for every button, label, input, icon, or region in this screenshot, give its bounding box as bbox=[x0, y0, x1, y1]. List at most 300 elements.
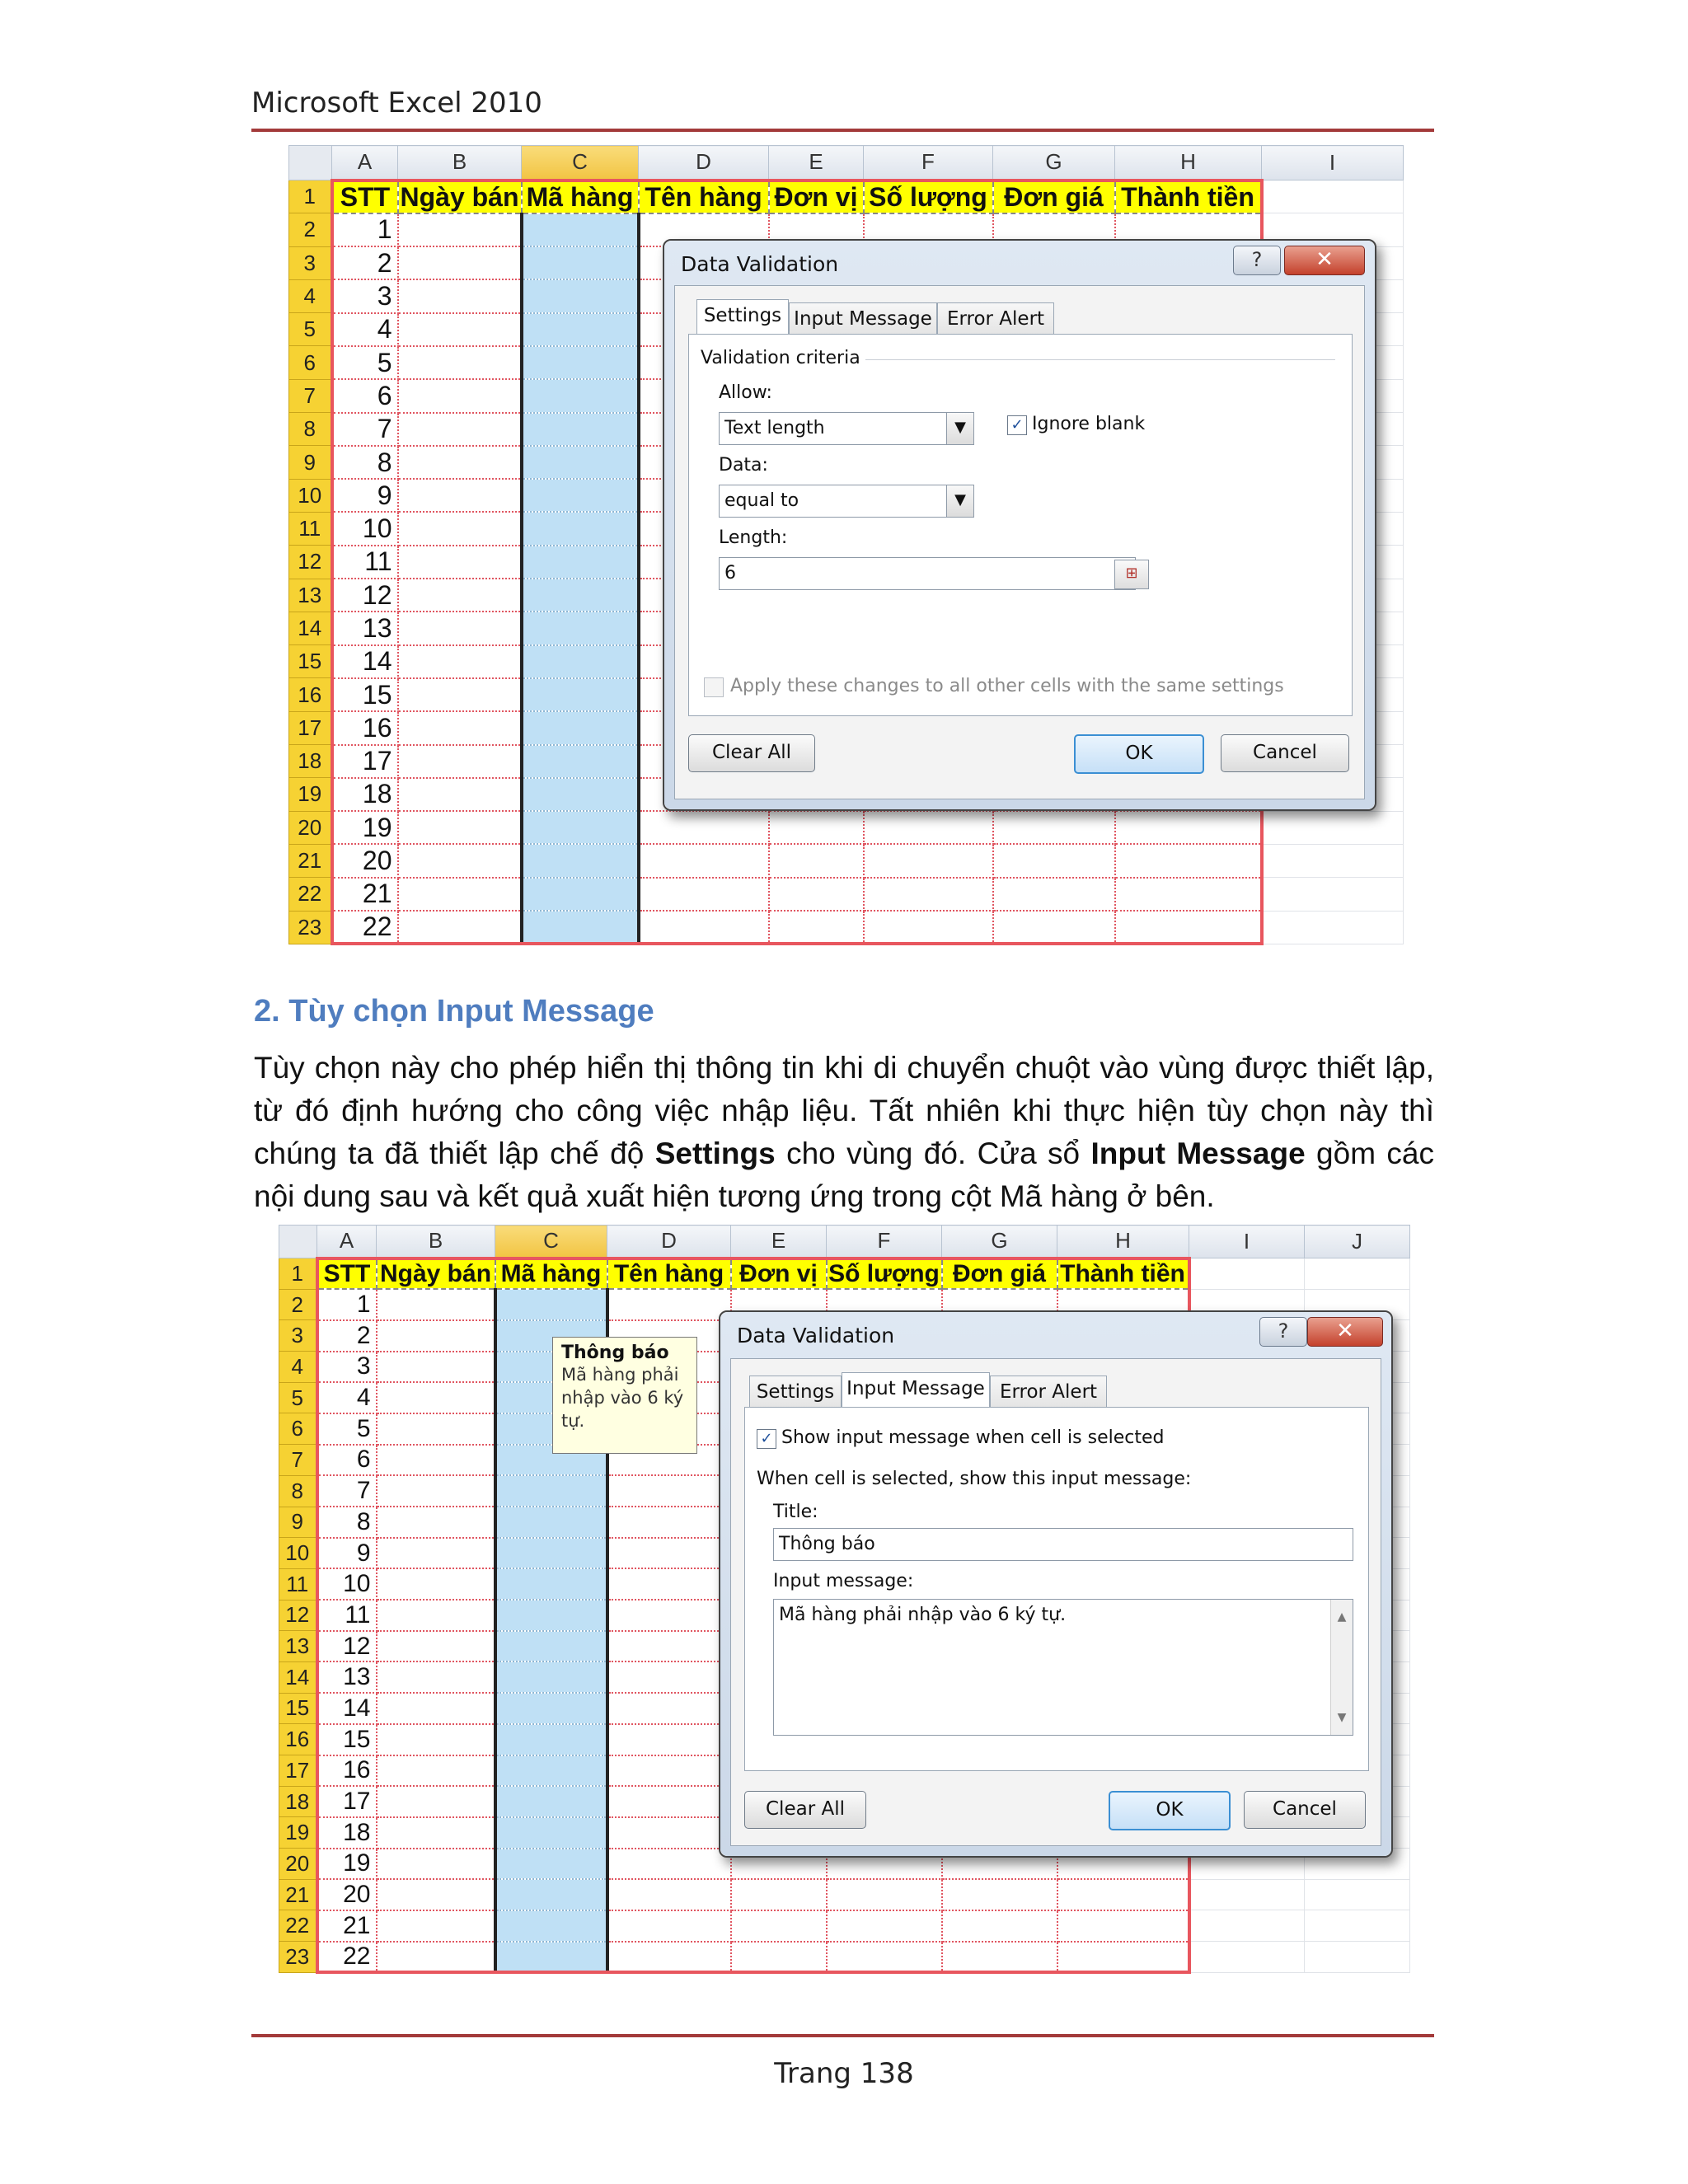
table-cell[interactable]: 13 bbox=[332, 612, 398, 644]
table-cell[interactable]: 8 bbox=[332, 446, 398, 479]
row-header[interactable]: 7 bbox=[289, 379, 332, 412]
table-cell[interactable] bbox=[1115, 878, 1262, 911]
table-cell[interactable] bbox=[377, 1631, 495, 1662]
table-cell[interactable] bbox=[607, 1568, 731, 1600]
table-cell[interactable] bbox=[1262, 878, 1404, 911]
table-cell[interactable] bbox=[377, 1352, 495, 1383]
row-header[interactable]: 18 bbox=[279, 1786, 317, 1817]
table-header-cell[interactable]: Thành tiền bbox=[1115, 180, 1262, 213]
row-header[interactable]: 1 bbox=[289, 180, 332, 213]
table-cell[interactable] bbox=[495, 1693, 607, 1724]
table-header-cell[interactable]: Ngày bán bbox=[377, 1258, 495, 1290]
table-cell[interactable]: 11 bbox=[332, 546, 398, 579]
table-header-cell[interactable]: Đơn giá bbox=[942, 1258, 1057, 1290]
table-cell[interactable] bbox=[607, 1475, 731, 1507]
table-header-cell[interactable]: Ngày bán bbox=[398, 180, 522, 213]
table-cell[interactable] bbox=[607, 1538, 731, 1569]
table-cell[interactable]: 4 bbox=[332, 313, 398, 346]
table-cell[interactable] bbox=[607, 1942, 731, 1973]
table-cell[interactable] bbox=[398, 678, 522, 711]
table-cell[interactable] bbox=[377, 1475, 495, 1507]
tab-input-message[interactable]: Input Message bbox=[842, 1372, 990, 1408]
row-header[interactable]: 23 bbox=[289, 911, 332, 944]
column-header[interactable]: J bbox=[1305, 1226, 1410, 1258]
row-header[interactable]: 2 bbox=[289, 213, 332, 246]
table-cell[interactable] bbox=[377, 1289, 495, 1320]
table-cell[interactable] bbox=[522, 479, 639, 512]
select-all-corner[interactable] bbox=[289, 146, 332, 180]
row-header[interactable]: 14 bbox=[279, 1661, 317, 1693]
table-cell[interactable] bbox=[398, 413, 522, 446]
table-cell[interactable] bbox=[1262, 811, 1404, 844]
table-cell[interactable] bbox=[731, 1910, 827, 1942]
table-cell[interactable] bbox=[398, 711, 522, 744]
table-cell[interactable]: 1 bbox=[317, 1289, 377, 1320]
column-header[interactable]: A bbox=[332, 146, 398, 180]
row-header[interactable]: 13 bbox=[289, 579, 332, 612]
table-cell[interactable] bbox=[377, 1507, 495, 1538]
table-cell[interactable]: 15 bbox=[332, 678, 398, 711]
table-cell[interactable] bbox=[639, 811, 769, 844]
table-cell[interactable] bbox=[607, 1786, 731, 1817]
ok-button[interactable]: OK bbox=[1074, 734, 1204, 774]
table-cell[interactable] bbox=[522, 313, 639, 346]
table-cell[interactable] bbox=[864, 844, 993, 877]
table-cell[interactable] bbox=[1115, 911, 1262, 944]
table-cell[interactable] bbox=[398, 446, 522, 479]
table-cell[interactable]: 18 bbox=[332, 778, 398, 811]
textarea-scrollbar[interactable] bbox=[1330, 1600, 1353, 1735]
table-cell[interactable] bbox=[864, 911, 993, 944]
table-header-cell[interactable]: Đơn vị bbox=[731, 1258, 827, 1290]
table-cell[interactable]: 5 bbox=[332, 346, 398, 379]
table-header-cell[interactable]: Số lượng bbox=[827, 1258, 942, 1290]
range-select-icon[interactable]: ⊞ bbox=[1114, 560, 1149, 589]
table-cell[interactable] bbox=[522, 612, 639, 644]
table-cell[interactable] bbox=[495, 1786, 607, 1817]
row-header[interactable]: 19 bbox=[279, 1817, 317, 1849]
table-cell[interactable]: 4 bbox=[317, 1382, 377, 1413]
column-header[interactable]: D bbox=[639, 146, 769, 180]
table-cell[interactable]: 20 bbox=[332, 844, 398, 877]
table-cell[interactable] bbox=[377, 1600, 495, 1631]
table-cell[interactable] bbox=[377, 1568, 495, 1600]
table-cell[interactable] bbox=[398, 479, 522, 512]
table-cell[interactable]: 1 bbox=[332, 213, 398, 246]
column-header[interactable]: G bbox=[993, 146, 1115, 180]
table-cell[interactable]: 6 bbox=[317, 1445, 377, 1476]
table-cell[interactable] bbox=[398, 844, 522, 877]
table-cell[interactable]: 16 bbox=[317, 1755, 377, 1787]
table-cell[interactable] bbox=[377, 1661, 495, 1693]
table-cell[interactable] bbox=[993, 911, 1115, 944]
table-cell[interactable]: 7 bbox=[332, 413, 398, 446]
table-cell[interactable] bbox=[607, 1879, 731, 1910]
table-cell[interactable]: 13 bbox=[317, 1661, 377, 1693]
table-cell[interactable] bbox=[377, 1942, 495, 1973]
table-cell[interactable] bbox=[1189, 1910, 1305, 1942]
table-cell[interactable]: 3 bbox=[332, 279, 398, 312]
table-cell[interactable] bbox=[1262, 844, 1404, 877]
table-cell[interactable] bbox=[398, 911, 522, 944]
table-cell[interactable] bbox=[495, 1507, 607, 1538]
table-cell[interactable]: 7 bbox=[317, 1475, 377, 1507]
column-header[interactable]: B bbox=[377, 1226, 495, 1258]
table-cell[interactable] bbox=[1057, 1879, 1189, 1910]
table-cell[interactable]: 19 bbox=[332, 811, 398, 844]
table-cell[interactable] bbox=[522, 579, 639, 612]
table-cell[interactable] bbox=[1115, 844, 1262, 877]
row-header[interactable]: 22 bbox=[289, 878, 332, 911]
table-cell[interactable] bbox=[495, 1724, 607, 1755]
table-cell[interactable] bbox=[495, 1879, 607, 1910]
table-cell[interactable] bbox=[864, 811, 993, 844]
table-cell[interactable] bbox=[993, 844, 1115, 877]
table-cell[interactable] bbox=[864, 878, 993, 911]
table-cell[interactable] bbox=[607, 1693, 731, 1724]
table-cell[interactable] bbox=[639, 878, 769, 911]
column-header[interactable]: D bbox=[607, 1226, 731, 1258]
table-cell[interactable]: 8 bbox=[317, 1507, 377, 1538]
column-header[interactable]: H bbox=[1115, 146, 1262, 180]
table-cell[interactable] bbox=[522, 844, 639, 877]
table-cell[interactable] bbox=[769, 811, 864, 844]
table-cell[interactable] bbox=[1115, 811, 1262, 844]
table-cell[interactable] bbox=[607, 1631, 731, 1662]
table-cell[interactable] bbox=[495, 1661, 607, 1693]
table-cell[interactable]: 12 bbox=[317, 1631, 377, 1662]
clear-all-button[interactable]: Clear All bbox=[744, 1791, 866, 1829]
table-cell[interactable] bbox=[495, 1568, 607, 1600]
table-cell[interactable] bbox=[731, 1879, 827, 1910]
row-header[interactable]: 2 bbox=[279, 1289, 317, 1320]
table-cell[interactable] bbox=[607, 1755, 731, 1787]
table-cell[interactable] bbox=[377, 1382, 495, 1413]
table-cell[interactable] bbox=[495, 1910, 607, 1942]
table-cell[interactable] bbox=[522, 546, 639, 579]
table-cell[interactable] bbox=[377, 1724, 495, 1755]
apply-all-checkbox[interactable] bbox=[704, 677, 724, 697]
table-cell[interactable] bbox=[769, 911, 864, 944]
chevron-down-icon[interactable]: ▼ bbox=[946, 413, 973, 444]
select-all-corner[interactable] bbox=[279, 1226, 317, 1258]
row-header[interactable]: 7 bbox=[279, 1445, 317, 1476]
table-cell[interactable] bbox=[398, 379, 522, 412]
row-header[interactable]: 4 bbox=[279, 1352, 317, 1383]
column-header[interactable]: I bbox=[1189, 1226, 1305, 1258]
table-cell[interactable] bbox=[1305, 1879, 1410, 1910]
table-cell[interactable] bbox=[731, 1942, 827, 1973]
row-header[interactable]: 11 bbox=[279, 1568, 317, 1600]
row-header[interactable]: 6 bbox=[289, 346, 332, 379]
table-cell[interactable] bbox=[522, 878, 639, 911]
table-cell[interactable] bbox=[522, 745, 639, 778]
table-cell[interactable] bbox=[398, 811, 522, 844]
row-header[interactable]: 3 bbox=[279, 1320, 317, 1352]
table-cell[interactable]: 18 bbox=[317, 1817, 377, 1849]
table-cell[interactable] bbox=[398, 246, 522, 279]
row-header[interactable]: 10 bbox=[289, 479, 332, 512]
title-input[interactable] bbox=[773, 1528, 1353, 1561]
column-header[interactable]: F bbox=[864, 146, 993, 180]
table-cell[interactable] bbox=[993, 811, 1115, 844]
table-cell[interactable] bbox=[942, 1910, 1057, 1942]
column-header[interactable]: A bbox=[317, 1226, 377, 1258]
table-cell[interactable]: 19 bbox=[317, 1849, 377, 1880]
table-cell[interactable] bbox=[495, 1755, 607, 1787]
table-cell[interactable] bbox=[522, 279, 639, 312]
table-cell[interactable] bbox=[607, 1600, 731, 1631]
table-cell[interactable] bbox=[377, 1320, 495, 1352]
table-header-cell[interactable]: Số lượng bbox=[864, 180, 993, 213]
row-header[interactable]: 13 bbox=[279, 1631, 317, 1662]
table-cell[interactable]: 15 bbox=[317, 1724, 377, 1755]
table-cell[interactable] bbox=[377, 1849, 495, 1880]
close-button[interactable]: ✕ bbox=[1284, 246, 1365, 275]
table-cell[interactable] bbox=[495, 1849, 607, 1880]
row-header[interactable]: 15 bbox=[289, 645, 332, 678]
table-cell[interactable] bbox=[607, 1661, 731, 1693]
row-header[interactable]: 12 bbox=[279, 1600, 317, 1631]
table-cell[interactable] bbox=[495, 1942, 607, 1973]
table-cell[interactable]: 10 bbox=[332, 512, 398, 545]
table-cell[interactable] bbox=[942, 1942, 1057, 1973]
table-cell[interactable] bbox=[1262, 180, 1404, 213]
ok-button[interactable]: OK bbox=[1109, 1791, 1231, 1830]
ignore-blank-checkbox[interactable]: ✓ bbox=[1007, 415, 1027, 435]
table-cell[interactable] bbox=[522, 911, 639, 944]
row-header[interactable]: 3 bbox=[289, 246, 332, 279]
scroll-down-icon[interactable]: ▼ bbox=[1337, 1711, 1347, 1724]
table-cell[interactable]: 22 bbox=[332, 911, 398, 944]
table-cell[interactable] bbox=[827, 1942, 942, 1973]
table-cell[interactable] bbox=[495, 1600, 607, 1631]
row-header[interactable]: 14 bbox=[289, 612, 332, 644]
table-cell[interactable] bbox=[522, 678, 639, 711]
table-cell[interactable] bbox=[522, 811, 639, 844]
table-cell[interactable] bbox=[1262, 911, 1404, 944]
allow-select[interactable] bbox=[719, 412, 974, 445]
row-header[interactable]: 17 bbox=[279, 1755, 317, 1787]
tab-error-alert[interactable]: Error Alert bbox=[937, 302, 1054, 335]
tab-input-message[interactable]: Input Message bbox=[789, 302, 937, 335]
table-cell[interactable] bbox=[398, 612, 522, 644]
row-header[interactable]: 15 bbox=[279, 1693, 317, 1724]
table-header-cell[interactable]: Mã hàng bbox=[495, 1258, 607, 1290]
table-cell[interactable] bbox=[398, 512, 522, 545]
table-cell[interactable] bbox=[993, 878, 1115, 911]
table-cell[interactable] bbox=[377, 1879, 495, 1910]
length-input[interactable] bbox=[719, 557, 1136, 590]
table-cell[interactable] bbox=[769, 844, 864, 877]
table-cell[interactable] bbox=[495, 1289, 607, 1320]
data-select[interactable] bbox=[719, 485, 974, 518]
table-cell[interactable] bbox=[827, 1910, 942, 1942]
tab-error-alert[interactable]: Error Alert bbox=[990, 1376, 1107, 1408]
table-cell[interactable]: 21 bbox=[332, 878, 398, 911]
column-header[interactable]: G bbox=[942, 1226, 1057, 1258]
table-cell[interactable] bbox=[1189, 1942, 1305, 1973]
row-header[interactable]: 21 bbox=[289, 844, 332, 877]
table-cell[interactable] bbox=[398, 279, 522, 312]
row-header[interactable]: 10 bbox=[279, 1538, 317, 1569]
table-cell[interactable]: 20 bbox=[317, 1879, 377, 1910]
input-message-textarea[interactable] bbox=[773, 1599, 1353, 1736]
column-header[interactable]: C bbox=[495, 1226, 607, 1258]
table-cell[interactable] bbox=[639, 911, 769, 944]
table-cell[interactable] bbox=[495, 1631, 607, 1662]
row-header[interactable]: 9 bbox=[279, 1507, 317, 1538]
table-cell[interactable] bbox=[495, 1475, 607, 1507]
scroll-up-icon[interactable]: ▲ bbox=[1337, 1610, 1347, 1624]
table-cell[interactable]: 2 bbox=[332, 246, 398, 279]
row-header[interactable]: 19 bbox=[289, 778, 332, 811]
cancel-button[interactable]: Cancel bbox=[1221, 734, 1349, 772]
row-header[interactable]: 9 bbox=[289, 446, 332, 479]
row-header[interactable]: 8 bbox=[289, 413, 332, 446]
table-cell[interactable]: 17 bbox=[332, 745, 398, 778]
cancel-button[interactable]: Cancel bbox=[1244, 1791, 1366, 1829]
row-header[interactable]: 21 bbox=[279, 1879, 317, 1910]
row-header[interactable]: 18 bbox=[289, 745, 332, 778]
table-cell[interactable]: 22 bbox=[317, 1942, 377, 1973]
table-cell[interactable] bbox=[377, 1910, 495, 1942]
column-header[interactable]: H bbox=[1057, 1226, 1189, 1258]
row-header[interactable]: 6 bbox=[279, 1413, 317, 1445]
table-cell[interactable]: 11 bbox=[317, 1600, 377, 1631]
table-cell[interactable] bbox=[377, 1693, 495, 1724]
table-cell[interactable]: 3 bbox=[317, 1352, 377, 1383]
row-header[interactable]: 12 bbox=[289, 546, 332, 579]
table-cell[interactable] bbox=[607, 1817, 731, 1849]
table-cell[interactable] bbox=[398, 878, 522, 911]
table-cell[interactable]: 6 bbox=[332, 379, 398, 412]
table-cell[interactable] bbox=[607, 1910, 731, 1942]
tab-settings[interactable]: Settings bbox=[749, 1376, 842, 1408]
row-header[interactable]: 5 bbox=[289, 313, 332, 346]
column-header[interactable]: I bbox=[1262, 146, 1404, 180]
table-header-cell[interactable]: STT bbox=[317, 1258, 377, 1290]
table-cell[interactable] bbox=[398, 313, 522, 346]
column-header[interactable]: F bbox=[827, 1226, 942, 1258]
table-cell[interactable] bbox=[377, 1786, 495, 1817]
table-cell[interactable] bbox=[827, 1879, 942, 1910]
table-cell[interactable] bbox=[398, 546, 522, 579]
table-cell[interactable]: 5 bbox=[317, 1413, 377, 1445]
table-cell[interactable] bbox=[522, 346, 639, 379]
table-cell[interactable] bbox=[522, 512, 639, 545]
table-cell[interactable] bbox=[522, 379, 639, 412]
table-header-cell[interactable]: Thành tiền bbox=[1057, 1258, 1189, 1290]
table-cell[interactable] bbox=[942, 1879, 1057, 1910]
table-cell[interactable] bbox=[522, 246, 639, 279]
table-cell[interactable] bbox=[1305, 1258, 1410, 1290]
row-header[interactable]: 8 bbox=[279, 1475, 317, 1507]
table-cell[interactable] bbox=[398, 346, 522, 379]
table-cell[interactable]: 14 bbox=[332, 645, 398, 678]
table-header-cell[interactable]: Mã hàng bbox=[522, 180, 639, 213]
row-header[interactable]: 17 bbox=[289, 711, 332, 744]
table-cell[interactable] bbox=[522, 711, 639, 744]
table-cell[interactable]: 12 bbox=[332, 579, 398, 612]
column-header[interactable]: E bbox=[731, 1226, 827, 1258]
table-cell[interactable] bbox=[1305, 1910, 1410, 1942]
table-cell[interactable] bbox=[607, 1849, 731, 1880]
table-cell[interactable] bbox=[1057, 1942, 1189, 1973]
table-header-cell[interactable]: Đơn vị bbox=[769, 180, 864, 213]
table-cell[interactable] bbox=[398, 579, 522, 612]
table-cell[interactable] bbox=[607, 1724, 731, 1755]
table-cell[interactable] bbox=[377, 1817, 495, 1849]
table-cell[interactable] bbox=[377, 1755, 495, 1787]
column-header[interactable]: E bbox=[769, 146, 864, 180]
table-cell[interactable]: 17 bbox=[317, 1786, 377, 1817]
table-cell[interactable]: 14 bbox=[317, 1693, 377, 1724]
table-cell[interactable] bbox=[639, 844, 769, 877]
table-cell[interactable]: 21 bbox=[317, 1910, 377, 1942]
table-cell[interactable] bbox=[1189, 1258, 1305, 1290]
row-header[interactable]: 5 bbox=[279, 1382, 317, 1413]
table-cell[interactable] bbox=[522, 413, 639, 446]
table-cell[interactable] bbox=[607, 1289, 731, 1320]
help-button[interactable]: ? bbox=[1233, 246, 1281, 275]
table-cell[interactable] bbox=[377, 1538, 495, 1569]
table-cell[interactable] bbox=[398, 778, 522, 811]
show-message-checkbox[interactable]: ✓ bbox=[757, 1429, 776, 1449]
table-header-cell[interactable]: Đơn giá bbox=[993, 180, 1115, 213]
table-cell[interactable] bbox=[495, 1538, 607, 1569]
table-cell[interactable]: 2 bbox=[317, 1320, 377, 1352]
table-cell[interactable]: 16 bbox=[332, 711, 398, 744]
chevron-down-icon[interactable]: ▼ bbox=[946, 485, 973, 517]
table-cell[interactable] bbox=[377, 1445, 495, 1476]
table-cell[interactable] bbox=[607, 1507, 731, 1538]
table-cell[interactable] bbox=[522, 778, 639, 811]
table-cell[interactable] bbox=[1189, 1879, 1305, 1910]
table-cell[interactable] bbox=[398, 213, 522, 246]
tab-settings[interactable]: Settings bbox=[696, 299, 789, 335]
row-header[interactable]: 22 bbox=[279, 1910, 317, 1942]
table-cell[interactable] bbox=[398, 645, 522, 678]
table-cell[interactable] bbox=[398, 745, 522, 778]
table-cell[interactable]: 9 bbox=[317, 1538, 377, 1569]
table-header-cell[interactable]: STT bbox=[332, 180, 398, 213]
table-cell[interactable]: 10 bbox=[317, 1568, 377, 1600]
row-header[interactable]: 1 bbox=[279, 1258, 317, 1290]
table-cell[interactable] bbox=[522, 446, 639, 479]
table-cell[interactable] bbox=[1057, 1910, 1189, 1942]
table-header-cell[interactable]: Tên hàng bbox=[639, 180, 769, 213]
table-cell[interactable] bbox=[495, 1817, 607, 1849]
table-cell[interactable] bbox=[522, 213, 639, 246]
table-cell[interactable] bbox=[522, 645, 639, 678]
close-button[interactable]: ✕ bbox=[1307, 1317, 1383, 1347]
table-cell[interactable] bbox=[1305, 1942, 1410, 1973]
clear-all-button[interactable]: Clear All bbox=[688, 734, 815, 772]
row-header[interactable]: 4 bbox=[289, 279, 332, 312]
column-header[interactable]: C bbox=[522, 146, 639, 180]
table-header-cell[interactable]: Tên hàng bbox=[607, 1258, 731, 1290]
table-cell[interactable] bbox=[769, 878, 864, 911]
row-header[interactable]: 16 bbox=[289, 678, 332, 711]
row-header[interactable]: 23 bbox=[279, 1942, 317, 1973]
row-header[interactable]: 11 bbox=[289, 512, 332, 545]
row-header[interactable]: 20 bbox=[289, 811, 332, 844]
column-header[interactable]: B bbox=[398, 146, 522, 180]
row-header[interactable]: 20 bbox=[279, 1849, 317, 1880]
table-cell[interactable]: 9 bbox=[332, 479, 398, 512]
row-header[interactable]: 16 bbox=[279, 1724, 317, 1755]
